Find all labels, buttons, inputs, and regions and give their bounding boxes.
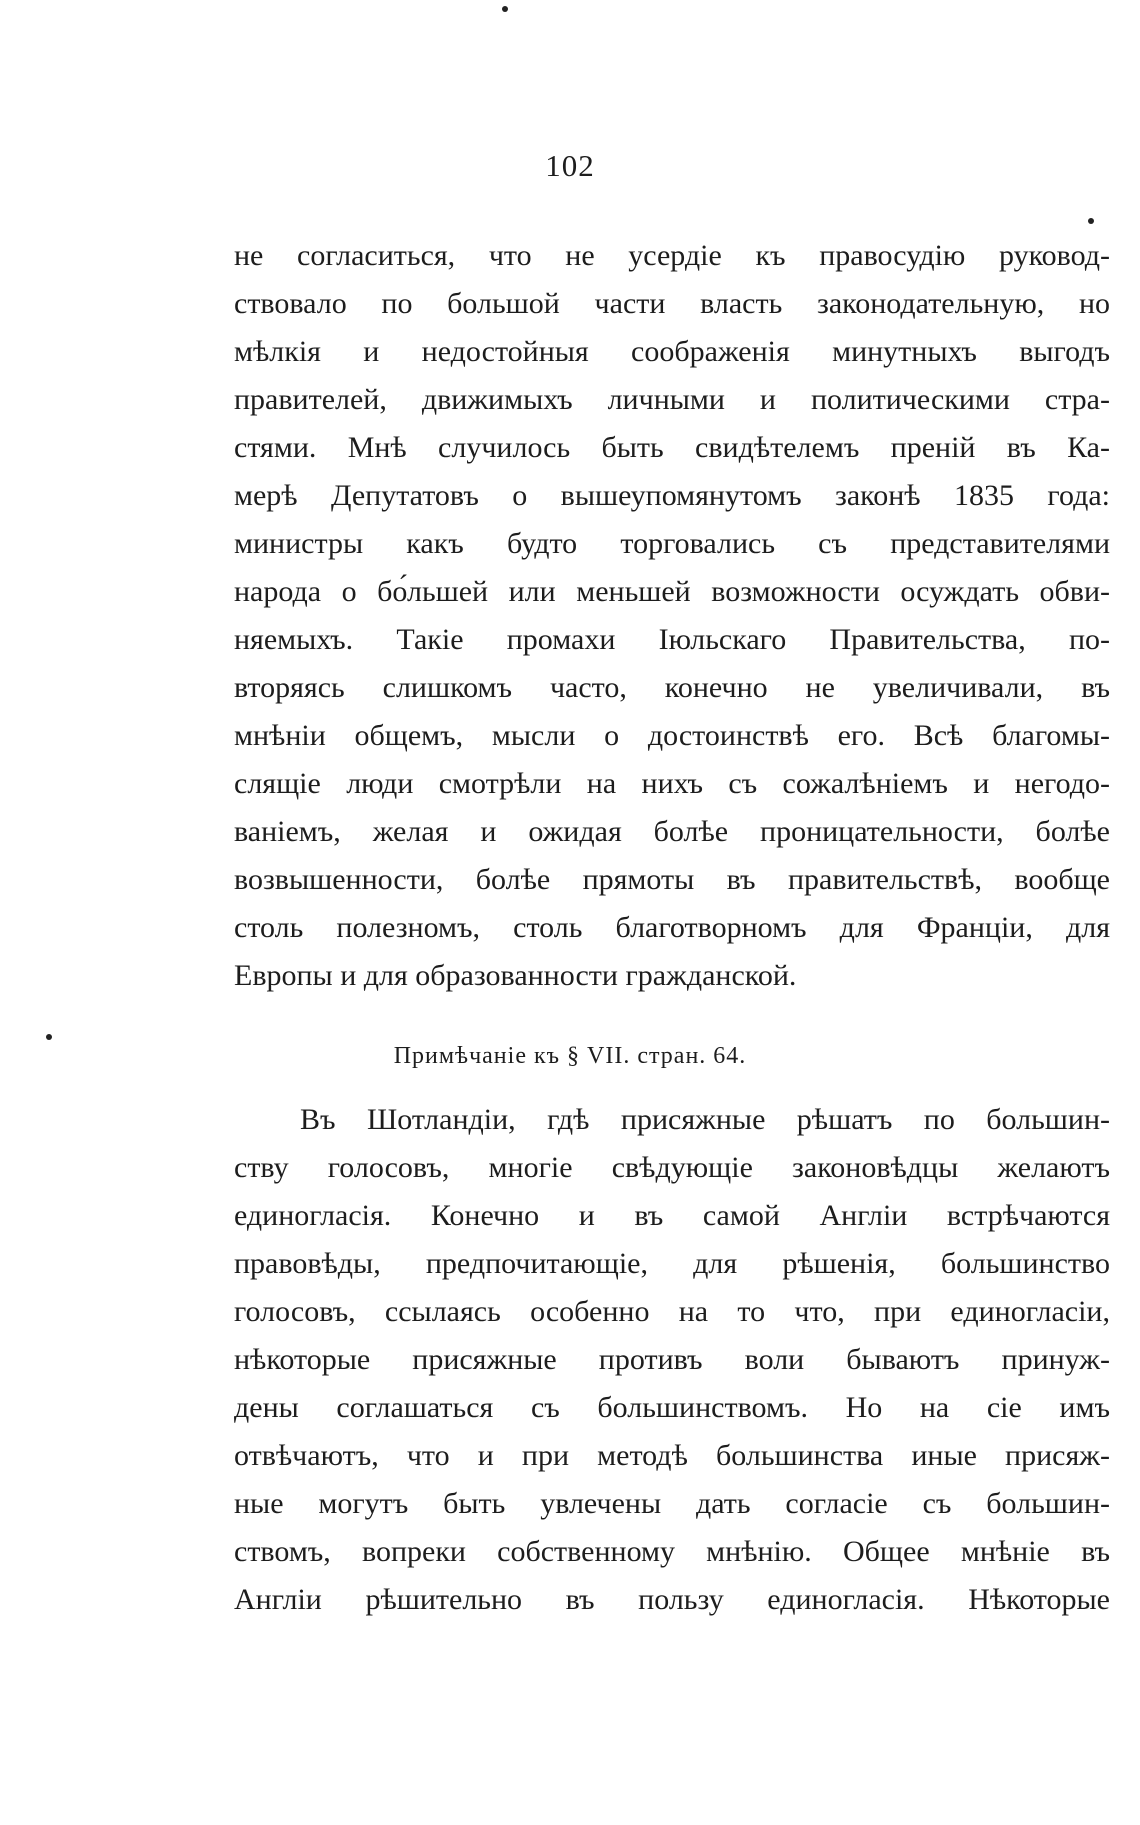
print-speck (1088, 218, 1094, 224)
text-line: не согласиться, что не усердіе къ правосудію руковод- (234, 239, 1110, 272)
text-line: вторяясь слишкомъ часто, конечно не увеличивали, въ (234, 671, 1110, 704)
text-line: отвѣчаютъ, что и при методѣ большинства иные присяж- (234, 1439, 1110, 1472)
text-line: ствовало по большой части власть законодательную, но (234, 287, 1110, 320)
text-line: мнѣніи общемъ, мысли о достоинствѣ его. Всѣ благомы- (234, 719, 1110, 752)
text-line: Англіи рѣшительно въ пользу единогласія. Нѣкоторые (234, 1583, 1110, 1616)
text-line: столь полезномъ, столь благотворномъ для Франціи, для (234, 911, 1110, 944)
text-line: ные могутъ быть увлечены дать согласіе съ большин- (234, 1487, 1110, 1520)
page-number: 102 (545, 148, 595, 183)
text-line: ству голосовъ, многіе свѣдующіе законовѣдцы желаютъ (234, 1151, 1110, 1184)
text-line: няемыхъ. Такіе промахи Іюльскаго Правительства, по- (234, 623, 1110, 656)
text-line: единогласія. Конечно и въ самой Англіи встрѣчаются (234, 1199, 1110, 1232)
text-line: стями. Мнѣ случилось быть свидѣтелемъ преній въ Ка- (234, 431, 1110, 464)
text-line: ваніемъ, желая и ожидая болѣе проницательности, болѣе (234, 815, 1110, 848)
text-line: мѣлкія и недостойныя соображенія минутныхъ выгодъ (234, 335, 1110, 368)
text-line: ствомъ, вопреки собственному мнѣнію. Общее мнѣніе въ (234, 1535, 1110, 1568)
text-line: мерѣ Депутатовъ о вышеупомянутомъ законѣ 1835 года: (234, 479, 1110, 512)
text-line: нѣкоторые присяжные противъ воли бываютъ принуж- (234, 1343, 1110, 1376)
text-line: слящіе люди смотрѣли на нихъ съ сожалѣніемъ и негодо- (234, 767, 1110, 800)
note-heading: Примѣчаніе къ § VII. стран. 64. (393, 1043, 747, 1069)
text-line: правовѣды, предпочитающіе, для рѣшенія, большинство (234, 1247, 1110, 1280)
print-speck (502, 6, 508, 12)
text-line: народа о бо́льшей или меньшей возможности осуждать обви- (234, 575, 1110, 608)
text-line: голосовъ, ссылаясь особенно на то что, при единогласіи, (234, 1295, 1110, 1328)
text-line: правителей, движимыхъ личными и политическими стра- (234, 383, 1110, 416)
text-line: возвышенности, болѣе прямоты въ правительствѣ, вообще (234, 863, 1110, 896)
text-line: дены соглашаться съ большинствомъ. Но на сіе имъ (234, 1391, 1110, 1424)
text-line: Европы и для образованности гражданской. (234, 959, 797, 992)
text-line: Въ Шотландіи, гдѣ присяжные рѣшатъ по большин- (300, 1103, 1110, 1136)
text-line: министры какъ будто торговались съ представителями (234, 527, 1110, 560)
